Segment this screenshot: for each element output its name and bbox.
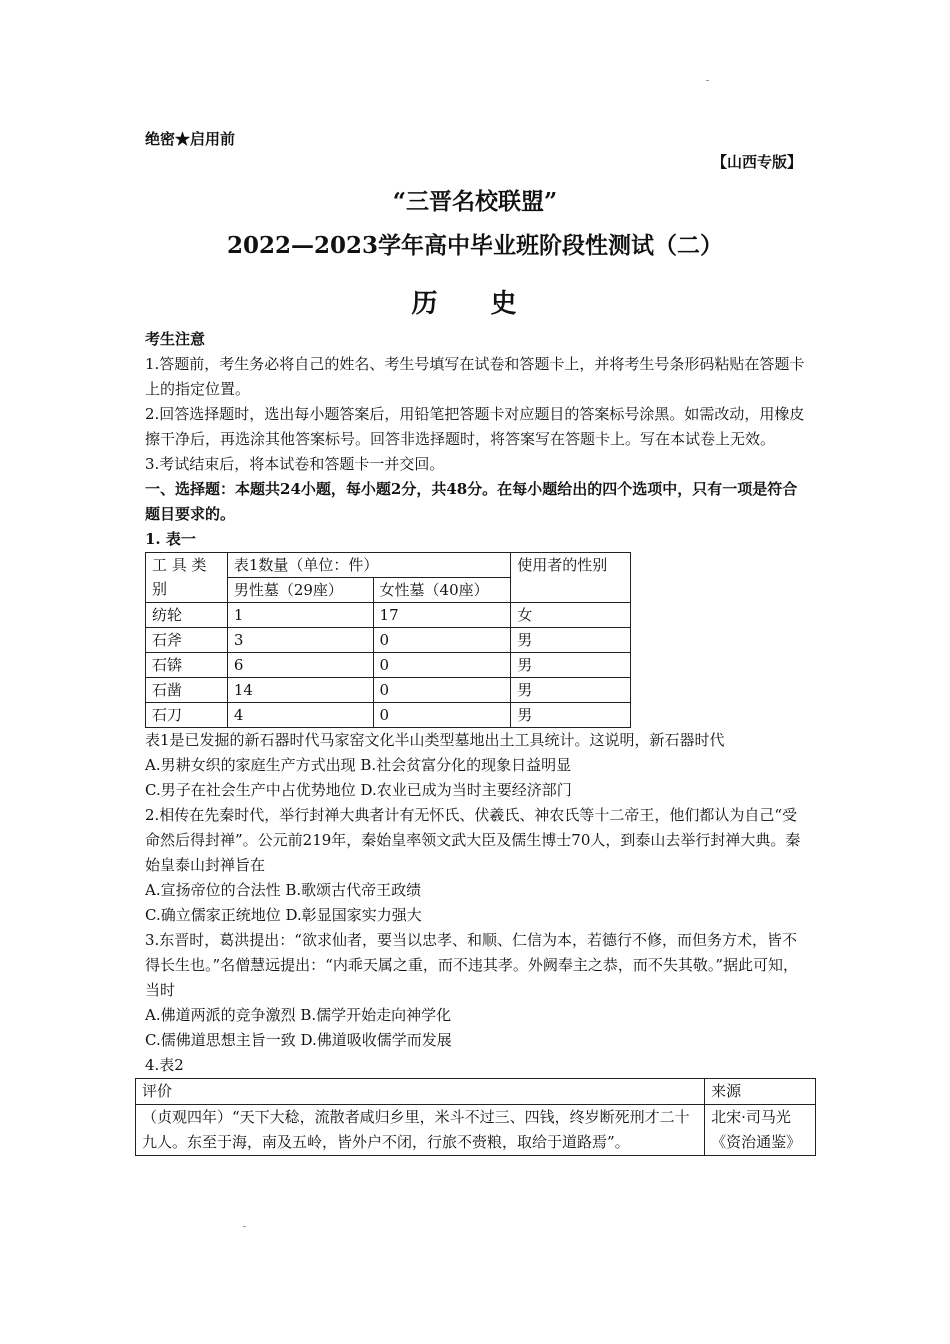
q1-header-female: 女性墓（40座） bbox=[373, 578, 511, 603]
q1-options-ab: A.男耕女织的家庭生产方式出现 B.社会贫富分化的现象日益明显 bbox=[145, 756, 572, 774]
male-count-cell: 6 bbox=[227, 653, 373, 678]
female-count-cell: 0 bbox=[373, 678, 511, 703]
table-row bbox=[146, 703, 631, 728]
title-test: 2022—2023学年高中毕业班阶段性测试（二） bbox=[226, 232, 724, 259]
table-row bbox=[136, 1105, 816, 1156]
tool-cell: 石锛 bbox=[146, 653, 228, 678]
notice-heading: 考生注意 bbox=[145, 330, 206, 348]
notice-item-3: 3.考试结束后，将本试卷和答题卡一并交回。 bbox=[145, 455, 445, 473]
female-count-cell: 0 bbox=[373, 653, 511, 678]
q3-stem: 3.东晋时，葛洪提出：“欲求仙者，要当以忠孝、和顺、仁信为本，若德行不修，而但务方术，皆不得长生也。”名僧慧远提出：“内乖天属之重，而不违其孝。外阙奉主之恭，而不失其敬。”据此可知，当时 bbox=[145, 931, 799, 999]
q3-options-cd: C.儒佛道思想主旨一致 D.佛道吸收儒学而发展 bbox=[145, 1031, 452, 1049]
q1-options-cd: C.男子在社会生产中占优势地位 D.农业已成为当时主要经济部门 bbox=[145, 781, 572, 799]
q1-table bbox=[145, 552, 631, 728]
q1-header-tool: 工 具 类别 bbox=[146, 553, 228, 603]
scan-dot bbox=[243, 1226, 246, 1227]
table-row bbox=[146, 628, 631, 653]
q1-header-gender: 使用者的性别 bbox=[511, 553, 631, 603]
subject-title: 历 史 bbox=[411, 289, 539, 319]
q2-stem: 2.相传在先秦时代，举行封禅大典者计有无怀氏、伏羲氏、神农氏等十二帝王，他们都认为自己“受命然后得封禅”。公元前219年，秦始皇率领文武大臣及儒生博士70人，到泰山去举行封禅大典。秦始皇泰山封禅旨在 bbox=[145, 806, 801, 874]
tool-cell: 纺轮 bbox=[146, 603, 228, 628]
gender-cell: 女 bbox=[511, 603, 631, 628]
q4-source-cell: 北宋·司马光《资治通鉴》 bbox=[705, 1105, 816, 1156]
q1-stem: 表1是已发掘的新石器时代马家窑文化半山类型墓地出土工具统计。这说明，新石器时代 bbox=[145, 731, 725, 749]
q2-options-cd: C.确立儒家正统地位 D.彰显国家实力强大 bbox=[145, 906, 422, 924]
tool-cell: 石斧 bbox=[146, 628, 228, 653]
female-count-cell: 17 bbox=[373, 603, 511, 628]
q1-header-male: 男性墓（29座） bbox=[227, 578, 373, 603]
section-instruction: 一、选择题：本题共24小题，每小题2分，共48分。在每小题给出的四个选项中，只有一项是符合题目要求的。 bbox=[145, 480, 798, 523]
gender-cell: 男 bbox=[511, 703, 631, 728]
gender-cell: 男 bbox=[511, 628, 631, 653]
male-count-cell: 14 bbox=[227, 678, 373, 703]
q4-label: 4.表2 bbox=[145, 1056, 184, 1074]
male-count-cell: 3 bbox=[227, 628, 373, 653]
table-row bbox=[146, 678, 631, 703]
table-row bbox=[146, 603, 631, 628]
q1-header-qty: 表1数量（单位：件） bbox=[227, 553, 510, 578]
scan-dot bbox=[706, 80, 709, 81]
q1-label: 1. 表一 bbox=[145, 530, 196, 548]
notice-item-1: 1.答题前，考生务必将自己的姓名、考生号填写在试卷和答题卡上，并将考生号条形码粘贴在答题卡上的指定位置。 bbox=[145, 355, 805, 398]
male-count-cell: 1 bbox=[227, 603, 373, 628]
q3-options-ab: A.佛道两派的竞争激烈 B.儒学开始走向神学化 bbox=[145, 1006, 452, 1024]
title-alliance: “三晋名校联盟” bbox=[392, 188, 558, 215]
gender-cell: 男 bbox=[511, 653, 631, 678]
female-count-cell: 0 bbox=[373, 628, 511, 653]
male-count-cell: 4 bbox=[227, 703, 373, 728]
secret-mark: 绝密★启用前 bbox=[145, 130, 236, 148]
notice-item-2: 2.回答选择题时，选出每小题答案后，用铅笔把答题卡对应题目的答案标号涂黑。如需改动，用橡皮擦干净后，再选涂其他答案标号。回答非选择题时，将答案写在答题卡上。写在本试卷上无效。 bbox=[145, 405, 805, 448]
q4-table bbox=[135, 1078, 816, 1156]
exam-body bbox=[142, 327, 807, 1156]
q4-eval-cell: （贞观四年）“天下大稔，流散者咸归乡里，米斗不过三、四钱，终岁断死刑才二十九人。东至于海，南及五岭，皆外户不闭，行旅不赍粮，取给于道路焉”。 bbox=[136, 1105, 705, 1156]
tool-cell: 石刀 bbox=[146, 703, 228, 728]
q4-header-source: 来源 bbox=[705, 1079, 816, 1105]
tool-cell: 石凿 bbox=[146, 678, 228, 703]
gender-cell: 男 bbox=[511, 678, 631, 703]
table-row bbox=[146, 653, 631, 678]
q2-options-ab: A.宣扬帝位的合法性 B.歌颂古代帝王政绩 bbox=[145, 881, 422, 899]
edition-label: 【山西专版】 bbox=[711, 153, 802, 171]
female-count-cell: 0 bbox=[373, 703, 511, 728]
q4-header-eval: 评价 bbox=[136, 1079, 705, 1105]
